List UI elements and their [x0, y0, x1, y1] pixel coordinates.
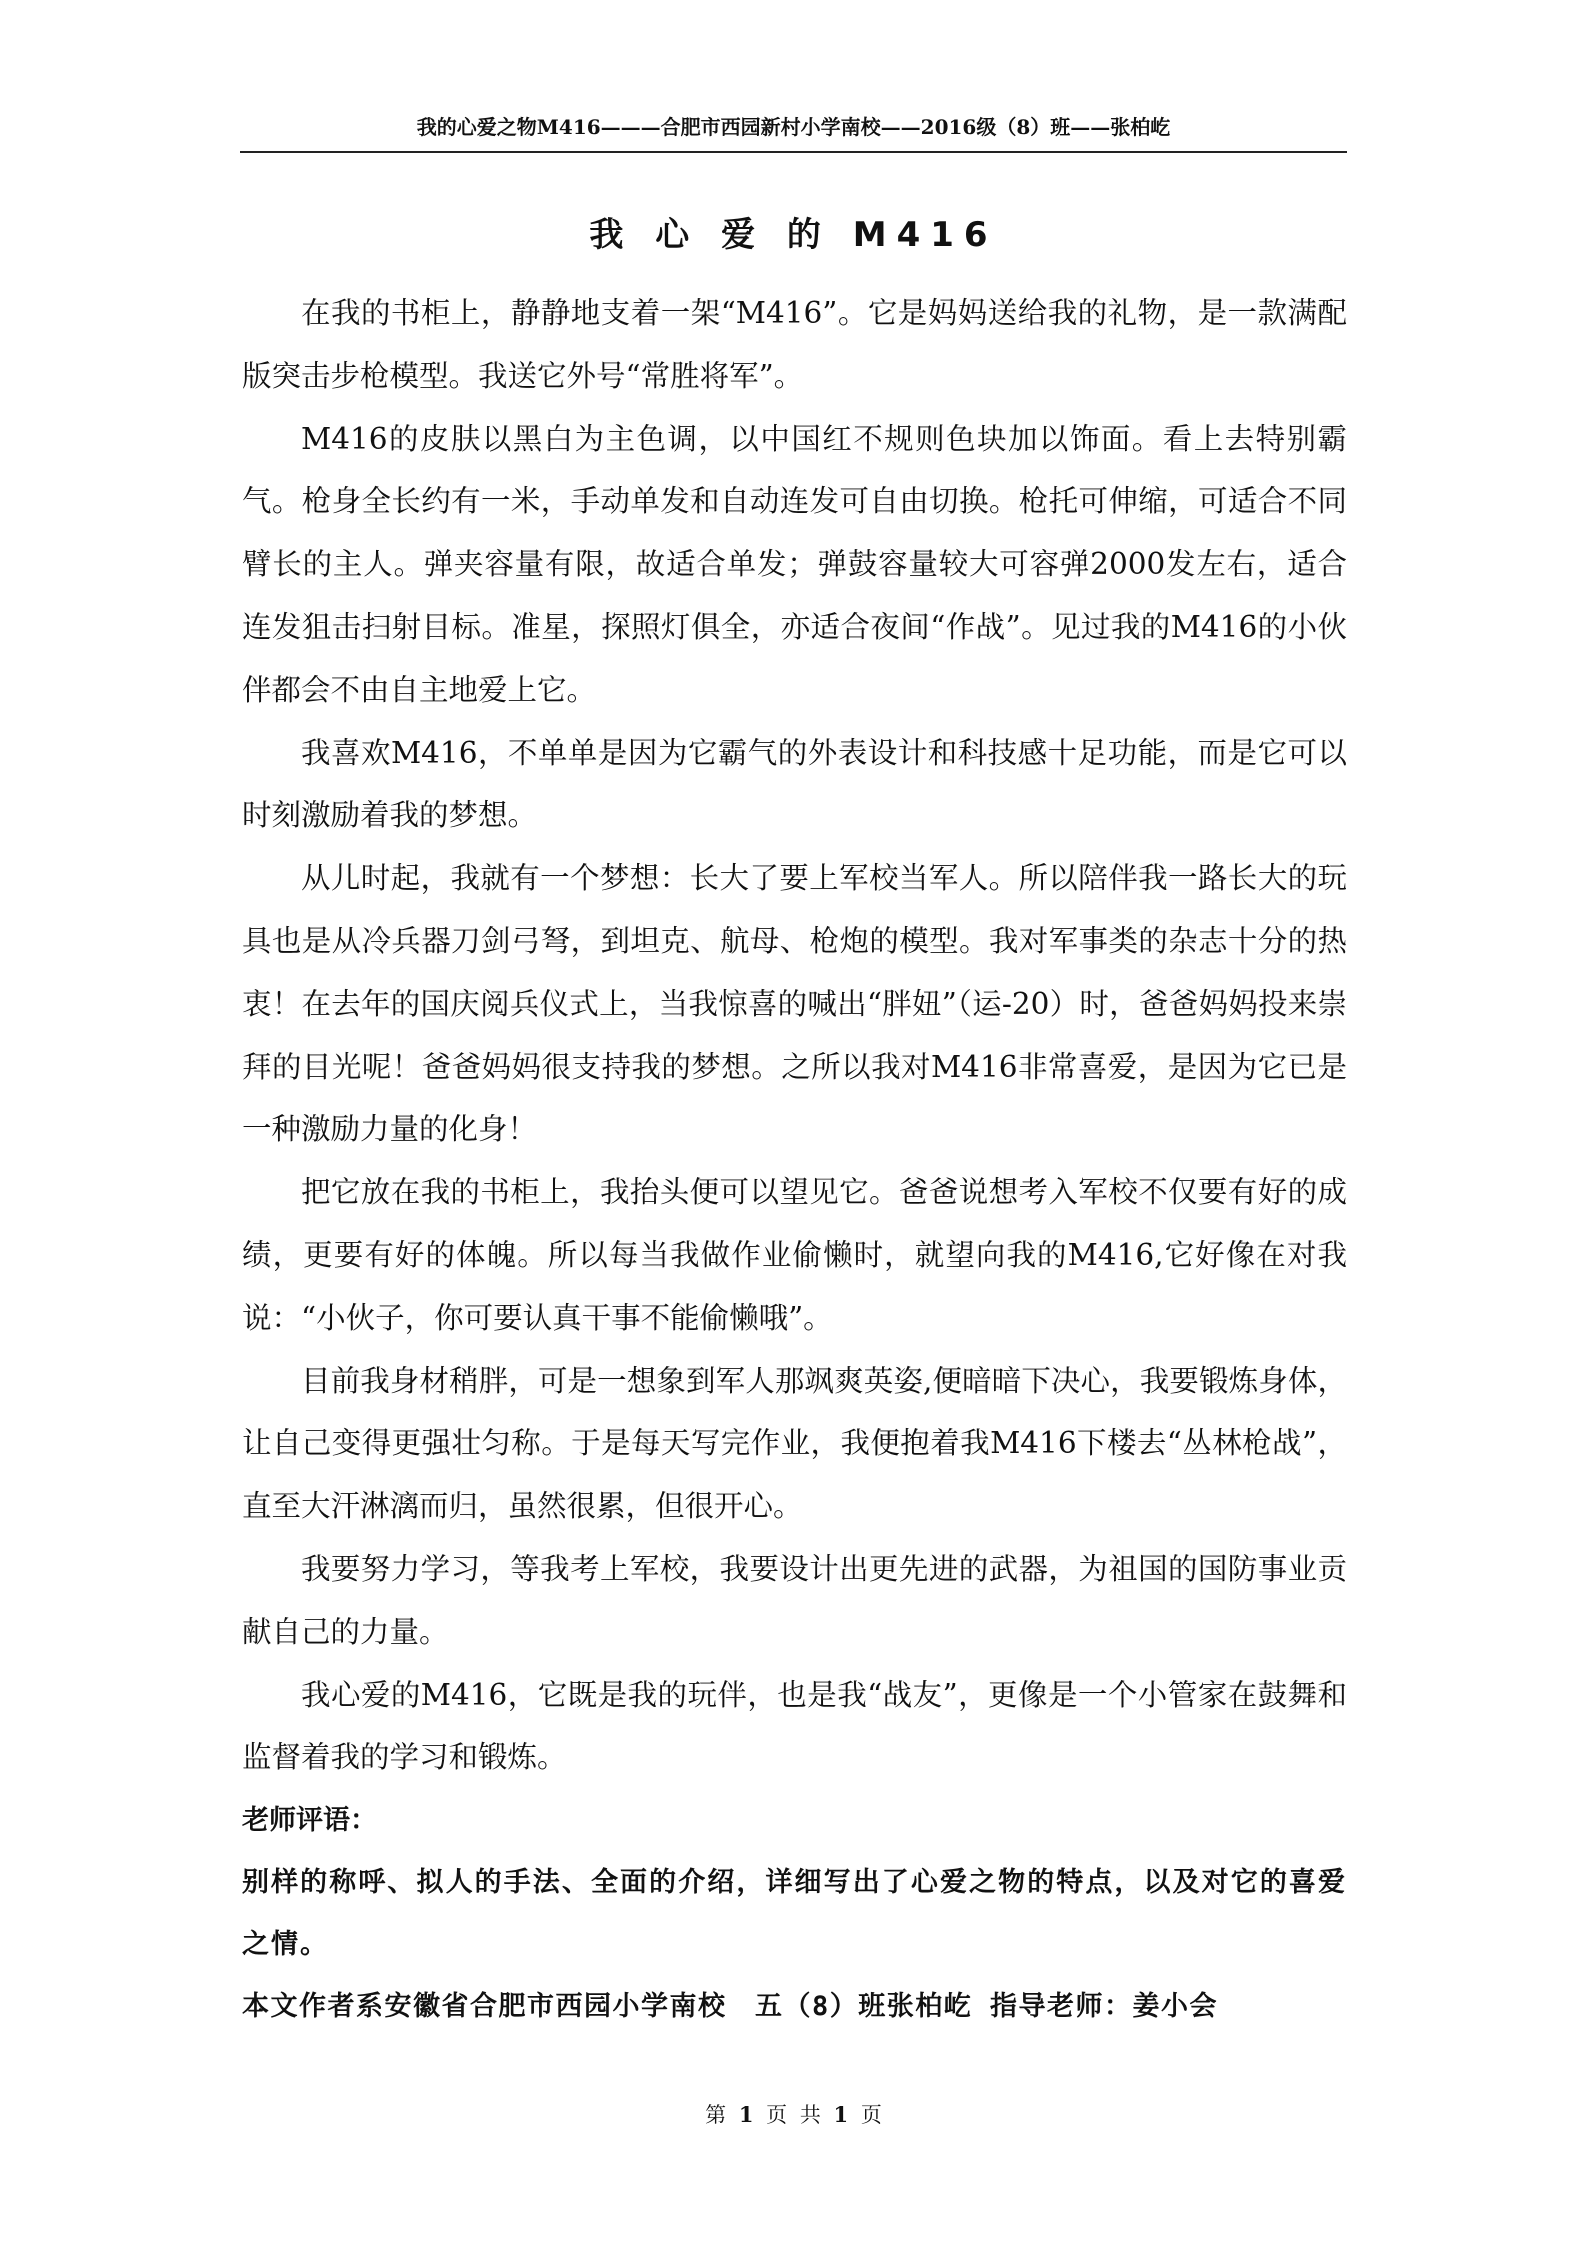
teacher-comment-label: 老师评语： — [242, 1805, 377, 1836]
total-page-count: 1 — [833, 2102, 849, 2127]
page-footer — [0, 2100, 1587, 2130]
footer-suffix: 页 — [860, 2103, 882, 2127]
author-info: 本文作者系安徽省合肥市西园小学南校 五（8）班张柏屹 指导老师：姜小会 — [242, 1991, 1219, 2022]
paragraph-1: 在我的书柜上，静静地支着一架“M416”。它是妈妈送给我的礼物，是一款满配版突击步枪模型。我送它外号“常胜将军”。 — [242, 296, 1347, 393]
footer-middle: 页 共 — [766, 2103, 821, 2127]
document-header: 我的心爱之物M416———合肥市西园新村小学南校——2016级（8）班——张柏屹 — [416, 115, 1171, 139]
footer-prefix: 第 — [705, 2103, 727, 2127]
current-page-number: 1 — [738, 2102, 754, 2127]
article-title: 我 心 爱 的 M416 — [589, 215, 998, 255]
paragraph-5: 把它放在我的书柜上，我抬头便可以望见它。爸爸说想考入军校不仅要有好的成绩，更要有好的体魄。所以每当我做作业偷懒时，就望向我的M416,它好像在对我说：“小伙子，你可要认真干事不能偷懒哦”。 — [242, 1175, 1347, 1335]
article-body — [242, 282, 1347, 1789]
teacher-comment-section — [242, 1790, 1347, 2038]
paragraph-8: 我心爱的M416，它既是我的玩伴，也是我“战友”，更像是一个小管家在鼓舞和监督着我的学习和锻炼。 — [242, 1677, 1347, 1775]
teacher-comment-text: 别样的称呼、拟人的手法、全面的介绍，详细写出了心爱之物的特点，以及对它的喜爱之情。 — [242, 1867, 1347, 1960]
paragraph-3: 我喜欢M416，不单单是因为它霸气的外表设计和科技感十足功能，而是它可以时刻激励着我的梦想。 — [242, 735, 1347, 833]
paragraph-4: 从儿时起，我就有一个梦想：长大了要上军校当军人。所以陪伴我一路长大的玩具也是从冷兵器刀剑弓弩，到坦克、航母、枪炮的模型。我对军事类的杂志十分的热衷！在去年的国庆阅兵仪式上，当我惊喜的喊出“胖妞”（运-20）时，爸爸妈妈投来崇拜的目光呢！爸爸妈妈很支持我的梦想。之所以我对M416非常喜爱，是因为它已是一种激励力量的化身！ — [242, 861, 1347, 1147]
paragraph-6: 目前我身材稍胖，可是一想象到军人那飒爽英姿,便暗暗下决心，我要锻炼身体，让自己变得更强壮匀称。于是每天写完作业，我便抱着我M416下楼去“丛林枪战”，直至大汗淋漓而归，虽然很累，但很开心。 — [242, 1363, 1347, 1524]
header-divider — [240, 151, 1347, 153]
paragraph-7: 我要努力学习，等我考上军校，我要设计出更先进的武器，为祖国的国防事业贡献自己的力量。 — [242, 1551, 1347, 1649]
paragraph-2: M416的皮肤以黑白为主色调，以中国红不规则色块加以饰面。看上去特别霸气。枪身全长约有一米，手动单发和自动连发可自由切换。枪托可伸缩，可适合不同臂长的主人。弹夹容量有限，故适合单发；弹鼓容量较大可容弹2000发左右，适合连发狙击扫射目标。准星，探照灯俱全，亦适合夜间“作战”。见过我的M416的小伙伴都会不由自主地爱上它。 — [242, 421, 1347, 707]
